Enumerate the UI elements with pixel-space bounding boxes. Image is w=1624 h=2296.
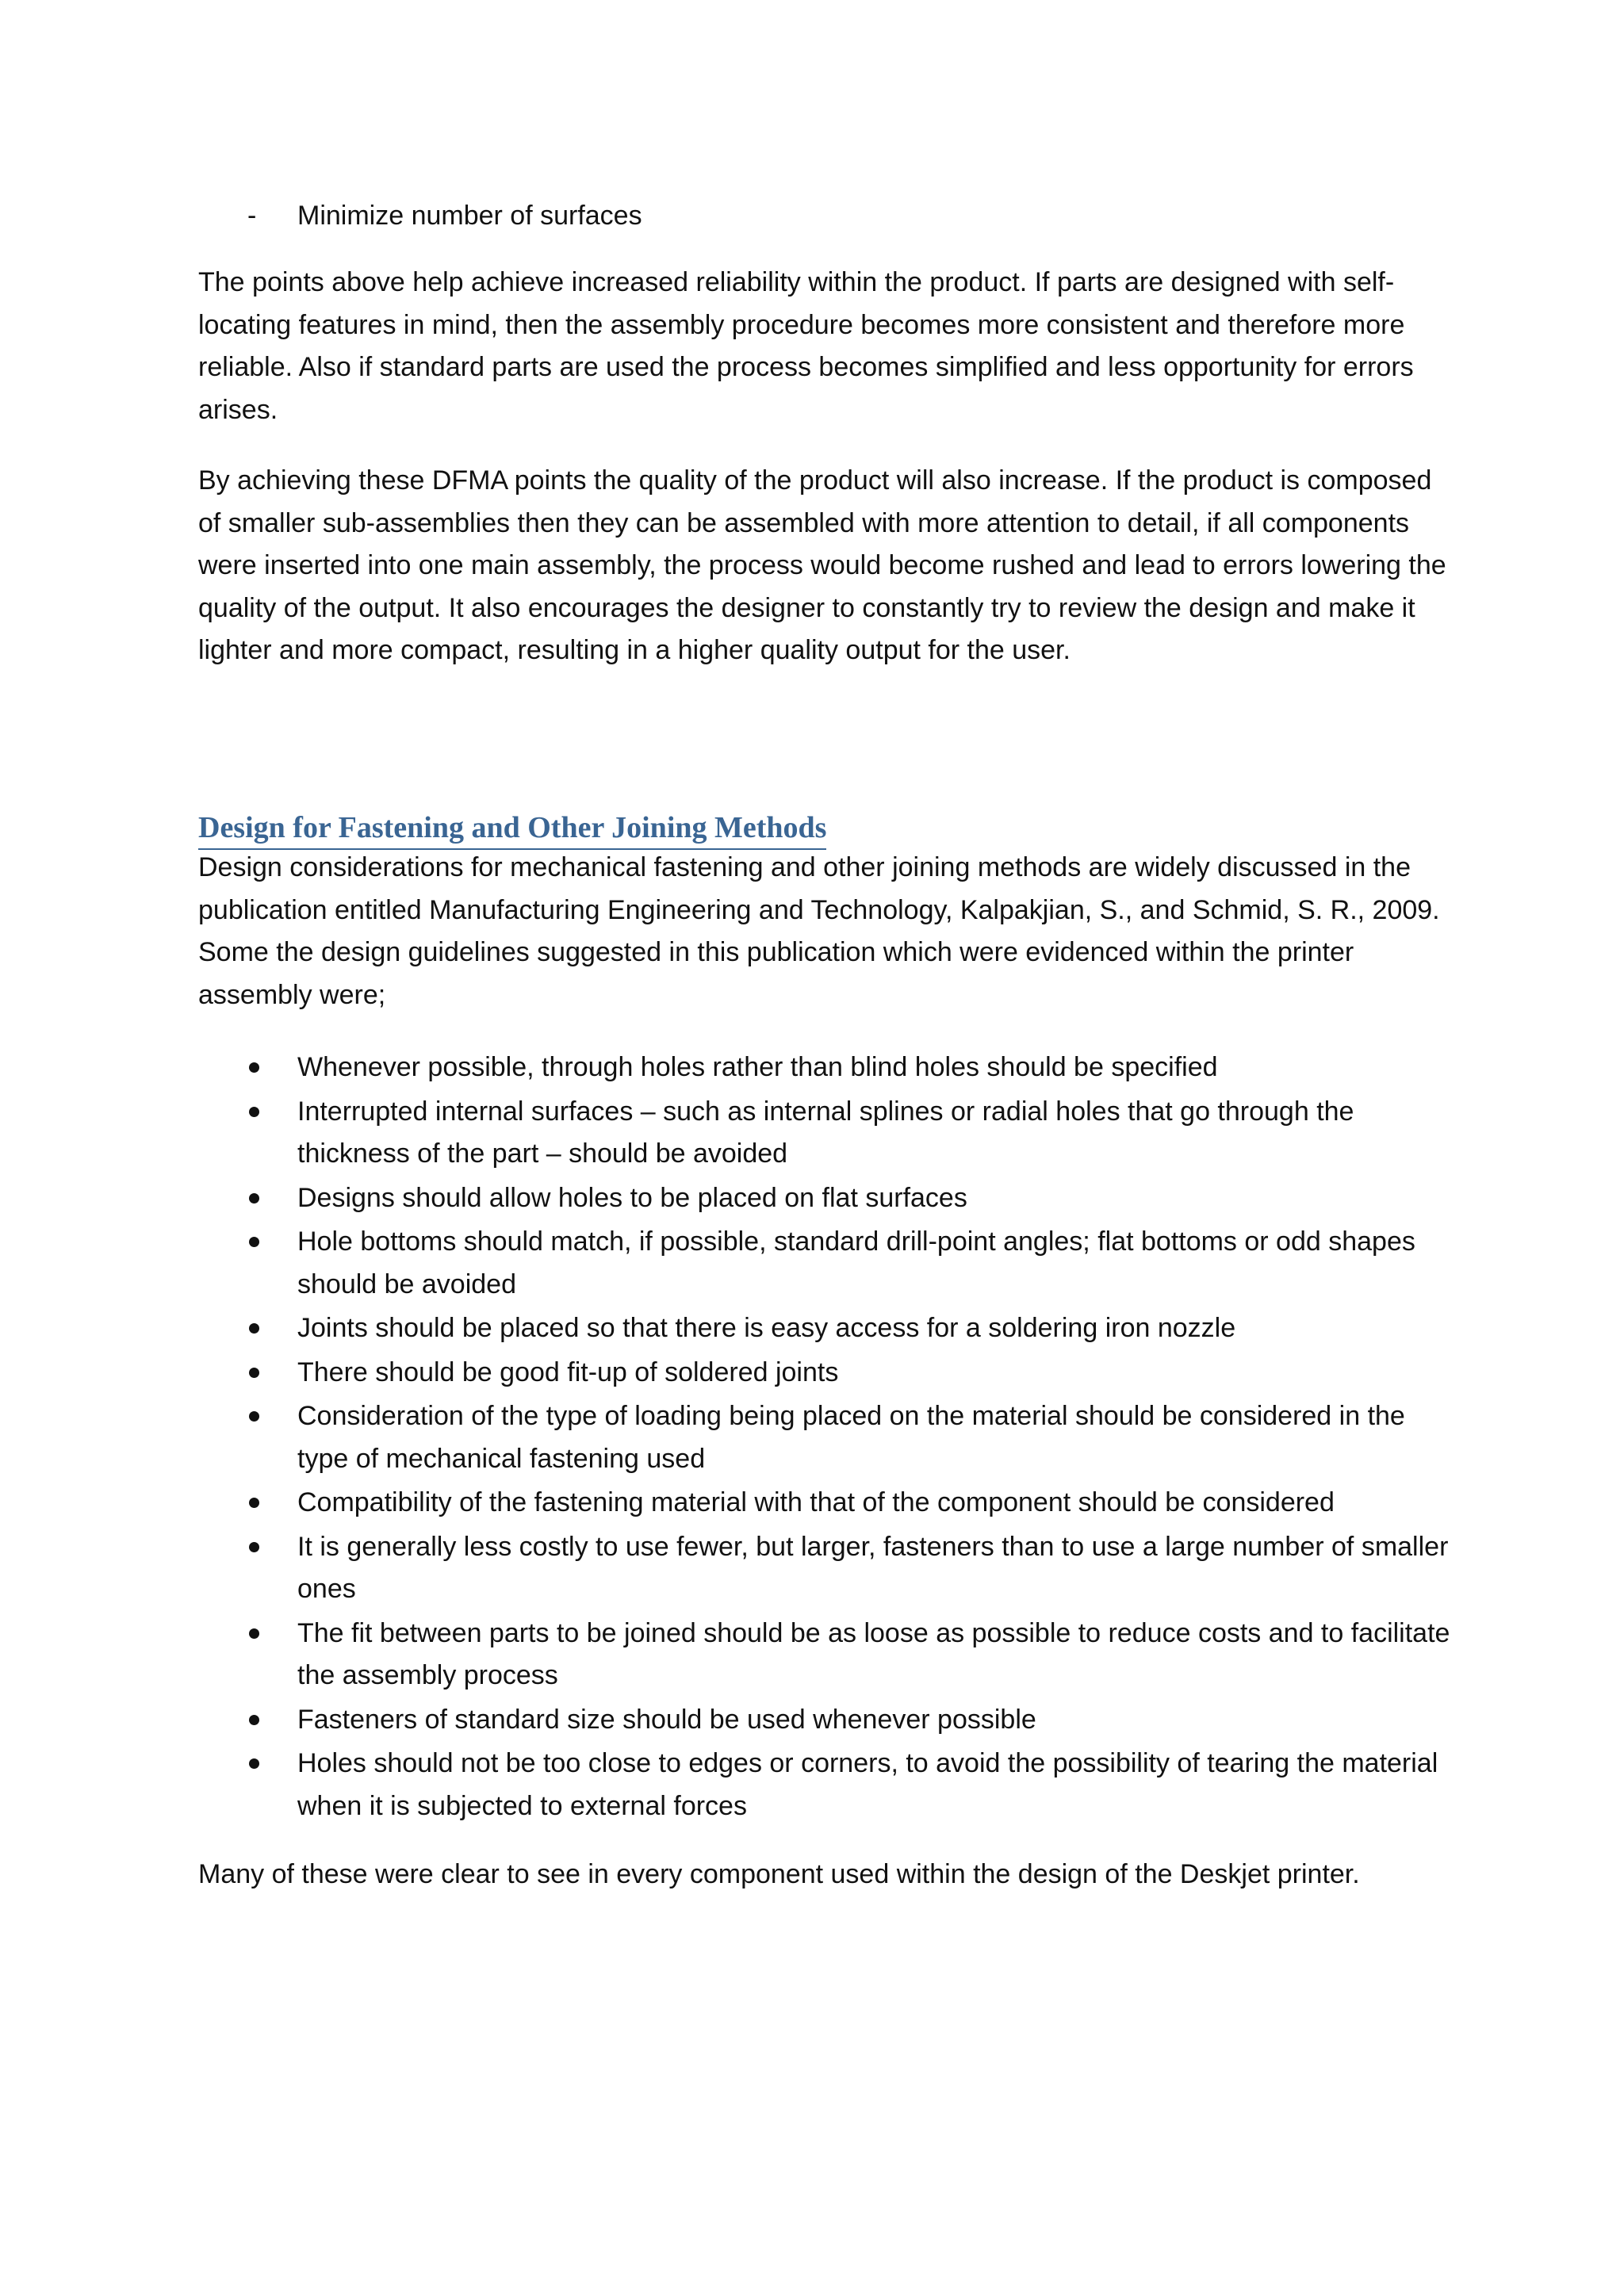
list-item: [198, 1352, 1451, 1395]
list-item: [198, 1221, 1451, 1306]
list-item-text: Joints should be placed so that there is easy access for a soldering iron nozzle: [297, 1313, 1236, 1343]
bullet-icon: [249, 1323, 259, 1334]
list-item: [198, 1091, 1451, 1176]
list-item: [198, 1177, 1451, 1220]
list-item-text: Fasteners of standard size should be used whenever possible: [297, 1704, 1036, 1735]
bullet-icon: [249, 1237, 259, 1247]
list-item-text: It is generally less costly to use fewer, but larger, fasteners than to use a large number of smaller ones: [297, 1531, 1449, 1604]
paragraph-conclusion: Many of these were clear to see in every component used within the design of the Deskjet printer.: [198, 1859, 1360, 1889]
bullet-icon: [249, 1411, 259, 1422]
bullet-icon: [249, 1715, 259, 1725]
list-item: [198, 1395, 1451, 1480]
list-item-text: Hole bottoms should match, if possible, standard drill-point angles; flat bottoms or odd shapes should be avoided: [297, 1226, 1415, 1299]
list-item: [198, 1613, 1451, 1697]
list-item: [198, 1482, 1451, 1525]
list-item-text: Whenever possible, through holes rather than blind holes should be specified: [297, 1052, 1218, 1082]
list-item: [198, 1047, 1451, 1089]
bullet-icon: [249, 1193, 259, 1203]
list-item-text: Interrupted internal surfaces – such as internal splines or radial holes that go through the thickness of the part – should be avoided: [297, 1096, 1354, 1169]
list-item-text: Consideration of the type of loading being placed on the material should be considered in the type of mechanical fastening used: [297, 1401, 1405, 1474]
section-heading: Design for Fastening and Other Joining Methods: [198, 807, 826, 850]
bullet-icon: [249, 1542, 259, 1552]
bullet-icon: [249, 1107, 259, 1117]
bullet-icon: [249, 1062, 259, 1073]
bullet-icon: [249, 1628, 259, 1639]
paragraph-quality: By achieving these DFMA points the quality of the product will also increase. If the product is composed of smaller sub-assemblies then they can be assembled with more attention to detail, if all components were inserted into one main assembly, the process would become rushed and lead to errors lowering the quality of the output. It also encourages the designer to constantly try to review the design and make it lighter and more compact, resulting in a higher quality output for the user.: [198, 465, 1446, 665]
paragraph-design-considerations: Design considerations for mechanical fastening and other joining methods are widely discussed in the publication entitled Manufacturing Engineering and Technology, Kalpakjian, S., and Schmid, S. R., 2009. Some the design guidelines suggested in this publication which were evidenced within the printer assembly were;: [198, 852, 1440, 1010]
list-item-text: The fit between parts to be joined should be as loose as possible to reduce costs and to facilitate the assembly process: [297, 1617, 1450, 1690]
list-item: [198, 1307, 1451, 1350]
list-item: [198, 1526, 1451, 1611]
guidelines-list: [198, 1047, 1451, 1829]
bullet-icon: [249, 1368, 259, 1378]
paragraph-reliability: The points above help achieve increased reliability within the product. If parts are designed with self-locating features in mind, then the assembly procedure becomes more consistent and therefore more reliable. Also if standard parts are used the process becomes simplified and less opportunity for errors arises.: [198, 267, 1414, 425]
bullet-icon: [249, 1498, 259, 1508]
dash-list-item-text: Minimize number of surfaces: [297, 201, 642, 231]
list-item-text: Holes should not be too close to edges or corners, to avoid the possibility of tearing the material when it is subjected to external forces: [297, 1748, 1438, 1821]
list-item-text: Designs should allow holes to be placed on flat surfaces: [297, 1182, 967, 1213]
list-item: [198, 1743, 1451, 1827]
list-item: [198, 1699, 1451, 1742]
list-item-text: There should be good fit-up of soldered joints: [297, 1357, 839, 1387]
dash-marker: -: [247, 201, 257, 231]
bullet-icon: [249, 1758, 259, 1769]
list-item-text: Compatibility of the fastening material with that of the component should be considered: [297, 1487, 1335, 1517]
